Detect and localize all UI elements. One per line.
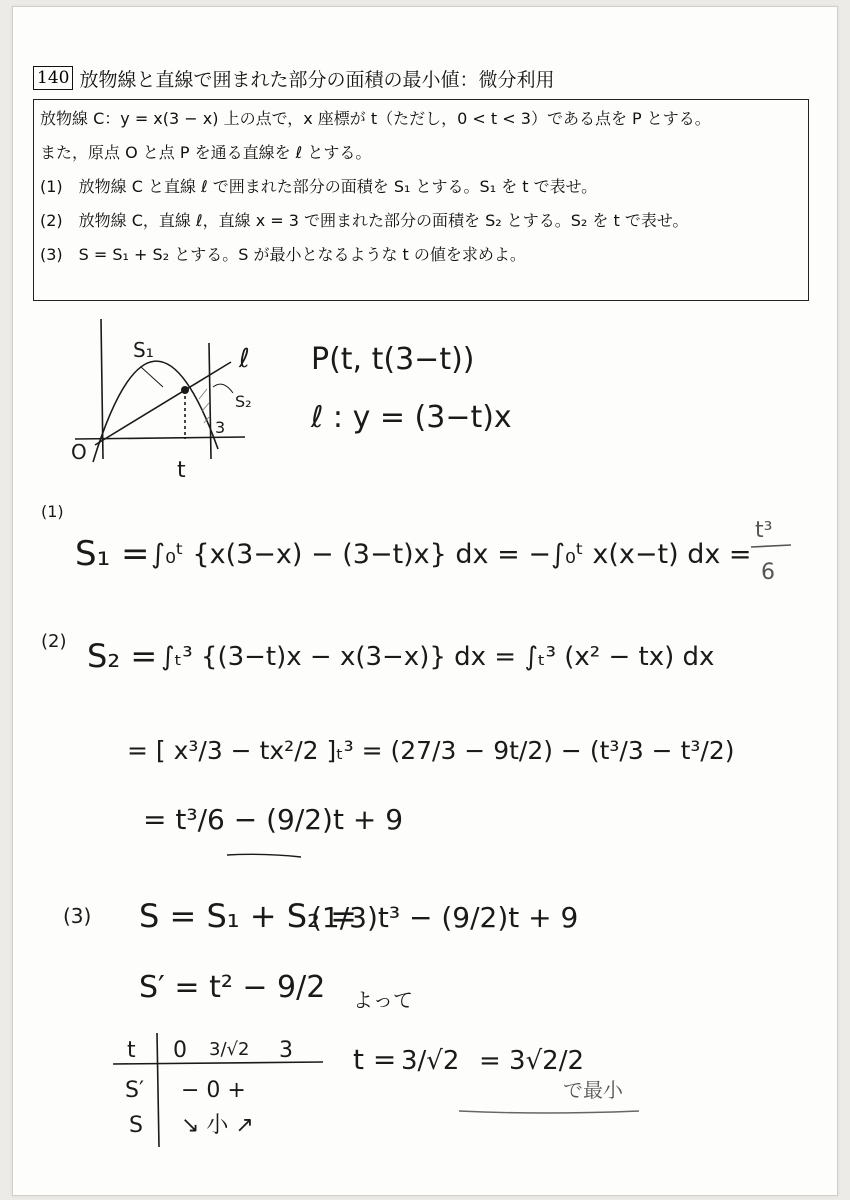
s2-pointer bbox=[213, 384, 233, 393]
answer-fraction: 3/√2 bbox=[401, 1046, 460, 1076]
question-3: (3) S = S₁ + S₂ とする。S が最小となるような t の値を求めよ。 bbox=[40, 245, 526, 264]
label-t: t bbox=[177, 458, 186, 483]
point-p bbox=[181, 386, 189, 394]
s2-result: = t³/6 − (9/2)t + 9 bbox=[143, 803, 404, 836]
answer-suffix: で最小 bbox=[563, 1078, 623, 1102]
label-3: 3 bbox=[215, 418, 226, 437]
parabola-c bbox=[93, 361, 218, 462]
s1-pointer bbox=[141, 367, 163, 387]
increase-decrease-table bbox=[113, 1033, 323, 1147]
part-3-label: (3) bbox=[63, 904, 92, 928]
answer-underline bbox=[459, 1111, 639, 1113]
table-s-row: ↘ 小 ↗ bbox=[181, 1113, 254, 1138]
part-2-label: (2) bbox=[41, 631, 67, 652]
s1-result-numerator: t³ bbox=[755, 518, 773, 543]
answer-lhs: t = bbox=[353, 1043, 397, 1076]
question-2: (2) 放物線 C，直線 ℓ，直線 x = 3 で囲まれた部分の面積を S₂ とする。S₂ を t で表せ。 bbox=[40, 211, 689, 230]
problem-number: 140 bbox=[33, 66, 73, 90]
label-l: ℓ bbox=[239, 344, 250, 374]
table-header-s: S bbox=[129, 1113, 143, 1138]
table-value-3: 3 bbox=[279, 1038, 293, 1063]
s-definition: S = S₁ + S₂ = bbox=[139, 897, 357, 935]
s-prime: S′ = t² − 9/2 bbox=[139, 970, 326, 1005]
problem-statement-2: また，原点 O と点 P を通る直線を ℓ とする。 bbox=[40, 143, 372, 162]
point-p-coords: P(t, t(3−t)) bbox=[311, 342, 475, 377]
worksheet bbox=[12, 6, 838, 1196]
problem-title: 放物線と直線で囲まれた部分の面積の最小値：微分利用 bbox=[79, 68, 555, 91]
table-value-critical: 3/√2 bbox=[209, 1039, 250, 1060]
label-o: O bbox=[71, 440, 87, 464]
line-x-3 bbox=[209, 343, 211, 459]
s2-integral: ∫ₜ³ {(3−t)x − x(3−x)} dx = ∫ₜ³ (x² − tx) dx bbox=[161, 642, 715, 672]
s2-lhs: S₂ = bbox=[87, 637, 158, 675]
table-header-t: t bbox=[127, 1038, 136, 1063]
label-s2: S₂ bbox=[235, 392, 252, 411]
s1-result-denominator: 6 bbox=[761, 560, 775, 585]
s-expression: (1/3)t³ − (9/2)t + 9 bbox=[311, 901, 579, 934]
handwritten-solution bbox=[13, 7, 837, 1195]
line-l-equation: ℓ : y = (3−t)x bbox=[311, 400, 512, 435]
label-s1: S₁ bbox=[133, 338, 154, 362]
problem-statement-1: 放物線 C：y = x(3 − x) 上の点で，x 座標が t（ただし，0 < t < 3）である点を P とする。 bbox=[40, 109, 711, 128]
graph-sketch bbox=[75, 319, 245, 462]
part-1-label: (1) bbox=[41, 502, 64, 521]
table-s-prime-row: − 0 + bbox=[181, 1078, 246, 1103]
s1-lhs: S₁ = bbox=[75, 534, 150, 574]
s2-underline bbox=[227, 854, 301, 857]
answer-rationalized: = 3√2/2 bbox=[479, 1046, 585, 1076]
table-header-s-prime: S′ bbox=[125, 1078, 144, 1103]
question-1: (1) 放物線 C と直線 ℓ で囲まれた部分の面積を S₁ とする。S₁ を t で表せ。 bbox=[40, 177, 598, 196]
s2-evaluated: = [ x³/3 − tx²/2 ]ₜ³ = (27/3 − 9t/2) − (t³/3 − t³/2) bbox=[127, 736, 735, 765]
s1-fraction-bar bbox=[751, 545, 791, 547]
table-value-0: 0 bbox=[173, 1038, 187, 1063]
s1-integral: ∫₀ᵗ {x(3−x) − (3−t)x} dx = −∫₀ᵗ x(x−t) dx = bbox=[151, 539, 752, 570]
yotte-text: よって bbox=[353, 988, 413, 1012]
